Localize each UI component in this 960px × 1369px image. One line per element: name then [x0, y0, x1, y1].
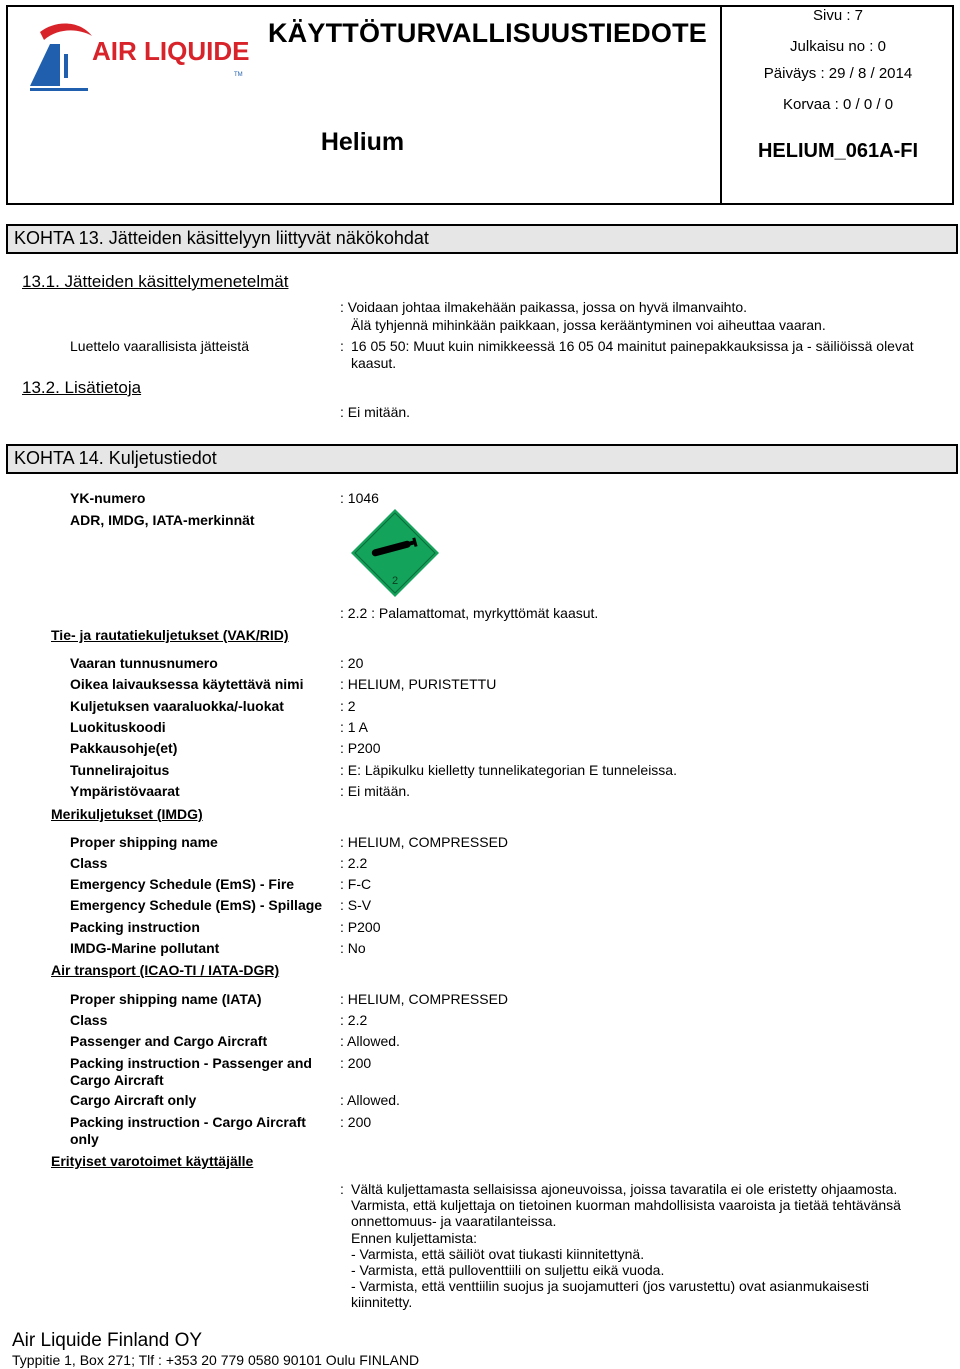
- row-value: : S-V: [340, 897, 372, 913]
- precautions-colon: :: [340, 1181, 344, 1197]
- air-transport-heading: Air transport (ICAO-TI / IATA-DGR): [51, 962, 280, 978]
- un-number-value: : 1046: [340, 490, 379, 506]
- row-value: : 2.2: [340, 855, 368, 871]
- row-value: : Allowed.: [340, 1092, 400, 1108]
- row-label: Pakkausohje(et): [70, 740, 178, 756]
- row-label: Proper shipping name: [70, 834, 218, 850]
- row-label: Class: [70, 1012, 108, 1028]
- row-value: : Ei mitään.: [340, 783, 411, 799]
- document-code: HELIUM_061A-FI: [757, 140, 919, 162]
- additional-info-value: : Ei mitään.: [340, 404, 411, 420]
- row-value: : 200: [340, 1055, 372, 1071]
- row-label: Passenger and Cargo Aircraft: [70, 1033, 268, 1049]
- hazard-label-2-2-icon: [349, 507, 441, 599]
- disposal-methods: : Voidaan johtaa ilmakehään paikassa, jossa on hyvä ilmanvaihto.: [340, 299, 748, 315]
- product-name: Helium: [320, 128, 405, 156]
- row-value: : HELIUM, COMPRESSED: [340, 991, 509, 1007]
- page-number: Sivu : 7: [812, 7, 864, 24]
- row-value: : 200: [340, 1114, 372, 1130]
- subsection-13-2-title: 13.2. Lisätietoja: [22, 378, 142, 397]
- air-liquide-logo-icon: [20, 14, 252, 94]
- logo-text: AIR LIQUIDE: [92, 36, 250, 66]
- revision: Korvaa : 0 / 0 / 0: [782, 96, 894, 113]
- header-divider: [720, 5, 722, 205]
- footer-company: Air Liquide Finland OY: [12, 1330, 203, 1351]
- row-label: Packing instruction - Cargo Aircraft only: [70, 1114, 306, 1147]
- disposal-methods-2: Älä tyhjennä mihinkään paikkaan, jossa kerääntyminen voi aiheuttaa vaaran.: [351, 317, 826, 333]
- section-13-title: KOHTA 13. Jätteiden käsittelyyn liittyvät näkökohdat: [14, 228, 429, 248]
- row-label: Emergency Schedule (EmS) - Fire: [70, 876, 295, 892]
- row-label: Ympäristövaarat: [70, 783, 180, 799]
- row-value: : 1 A: [340, 719, 369, 735]
- row-label: Vaaran tunnusnumero: [70, 655, 218, 671]
- un-number-label: YK-numero: [70, 490, 146, 506]
- label-class-value: : 2.2 : Palamattomat, myrkyttömät kaasut.: [340, 605, 599, 621]
- precaution-line: - Varmista, että säiliöt ovat tiukasti kiinnitettynä.: [351, 1245, 645, 1262]
- row-value: : No: [340, 940, 366, 956]
- precaution-line: onnettomuus- ja vaaratilanteissa.: [351, 1213, 557, 1230]
- footer-address: Typpitie 1, Box 271; Tlf : +353 20 779 0580 90101 Oulu FINLAND: [12, 1352, 420, 1368]
- transport-marks-label: ADR, IMDG, IATA-merkinnät: [70, 512, 255, 528]
- row-value: : 20: [340, 655, 364, 671]
- subsection-13-1-title: 13.1. Jätteiden käsittelymenetelmät: [22, 272, 289, 291]
- row-label: Class: [70, 855, 108, 871]
- row-label: Cargo Aircraft only: [70, 1092, 197, 1108]
- row-value: : HELIUM, PURISTETTU: [340, 676, 497, 692]
- sea-transport-heading: Merikuljetukset (IMDG): [51, 806, 203, 822]
- precaution-line: - Varmista, että venttiilin suojus ja suojamutteri (jos varustettu) ovat asianmukaisesti: [351, 1278, 869, 1295]
- waste-list-value: 16 05 50: Muut kuin nimikkeessä 16 05 04 mainitut painepakkauksissa ja - säiliöissä olevat kaasut.: [351, 338, 914, 371]
- precaution-line: Varmista, että kuljettaja on tietoinen kuorman mahdollisista vaaroista ja tietää tehtävänsä: [351, 1197, 901, 1214]
- waste-list-label: Luettelo vaarallisista jätteistä: [70, 338, 249, 354]
- row-label: Proper shipping name (IATA): [70, 991, 262, 1007]
- row-value: : F-C: [340, 876, 372, 892]
- row-label: IMDG-Marine pollutant: [70, 940, 220, 956]
- row-value: : HELIUM, COMPRESSED: [340, 834, 509, 850]
- row-value: : E: Läpikulku kielletty tunnelikategorian E tunneleissa.: [340, 762, 677, 778]
- row-value: : P200: [340, 740, 381, 756]
- section-14-title: KOHTA 14. Kuljetustiedot: [14, 448, 217, 468]
- row-label: Packing instruction - Passenger and Cargo Aircraft: [70, 1055, 312, 1088]
- row-label: Luokituskoodi: [70, 719, 166, 735]
- row-label: Tunnelirajoitus: [70, 762, 170, 778]
- row-label: Emergency Schedule (EmS) - Spillage: [70, 897, 323, 913]
- precaution-line: Ennen kuljettamista:: [351, 1229, 478, 1246]
- row-label: Kuljetuksen vaaraluokka/-luokat: [70, 698, 284, 714]
- precaution-line: kiinnitetty.: [351, 1294, 413, 1311]
- precaution-line: - Varmista, että pulloventtiili on suljettu eikä vuoda.: [351, 1262, 665, 1278]
- row-label: Packing instruction: [70, 919, 200, 935]
- user-precautions-heading: Erityiset varotoimet käyttäjälle: [51, 1153, 254, 1169]
- waste-list-colon: :: [340, 338, 344, 354]
- issue-number: Julkaisu no : 0: [790, 38, 886, 55]
- diamond-class-number: 2: [391, 575, 399, 587]
- row-label: Oikea laivauksessa käytettävä nimi: [70, 676, 304, 692]
- row-value: : Allowed.: [340, 1033, 400, 1049]
- row-value: : P200: [340, 919, 381, 935]
- document-title: KÄYTTÖTURVALLISUUSTIEDOTE: [267, 18, 707, 48]
- road-rail-heading: Tie- ja rautatiekuljetukset (VAK/RID): [51, 627, 289, 643]
- issue-date: Päiväys : 29 / 8 / 2014: [763, 65, 913, 82]
- row-value: : 2.2: [340, 1012, 368, 1028]
- precaution-line: Vältä kuljettamasta sellaisissa ajoneuvoissa, joissa tavaratila ei ole eristetty ohjaamosta.: [351, 1181, 898, 1197]
- row-value: : 2: [340, 698, 356, 714]
- company-logo: [20, 14, 252, 94]
- logo-tm: TM: [234, 72, 243, 78]
